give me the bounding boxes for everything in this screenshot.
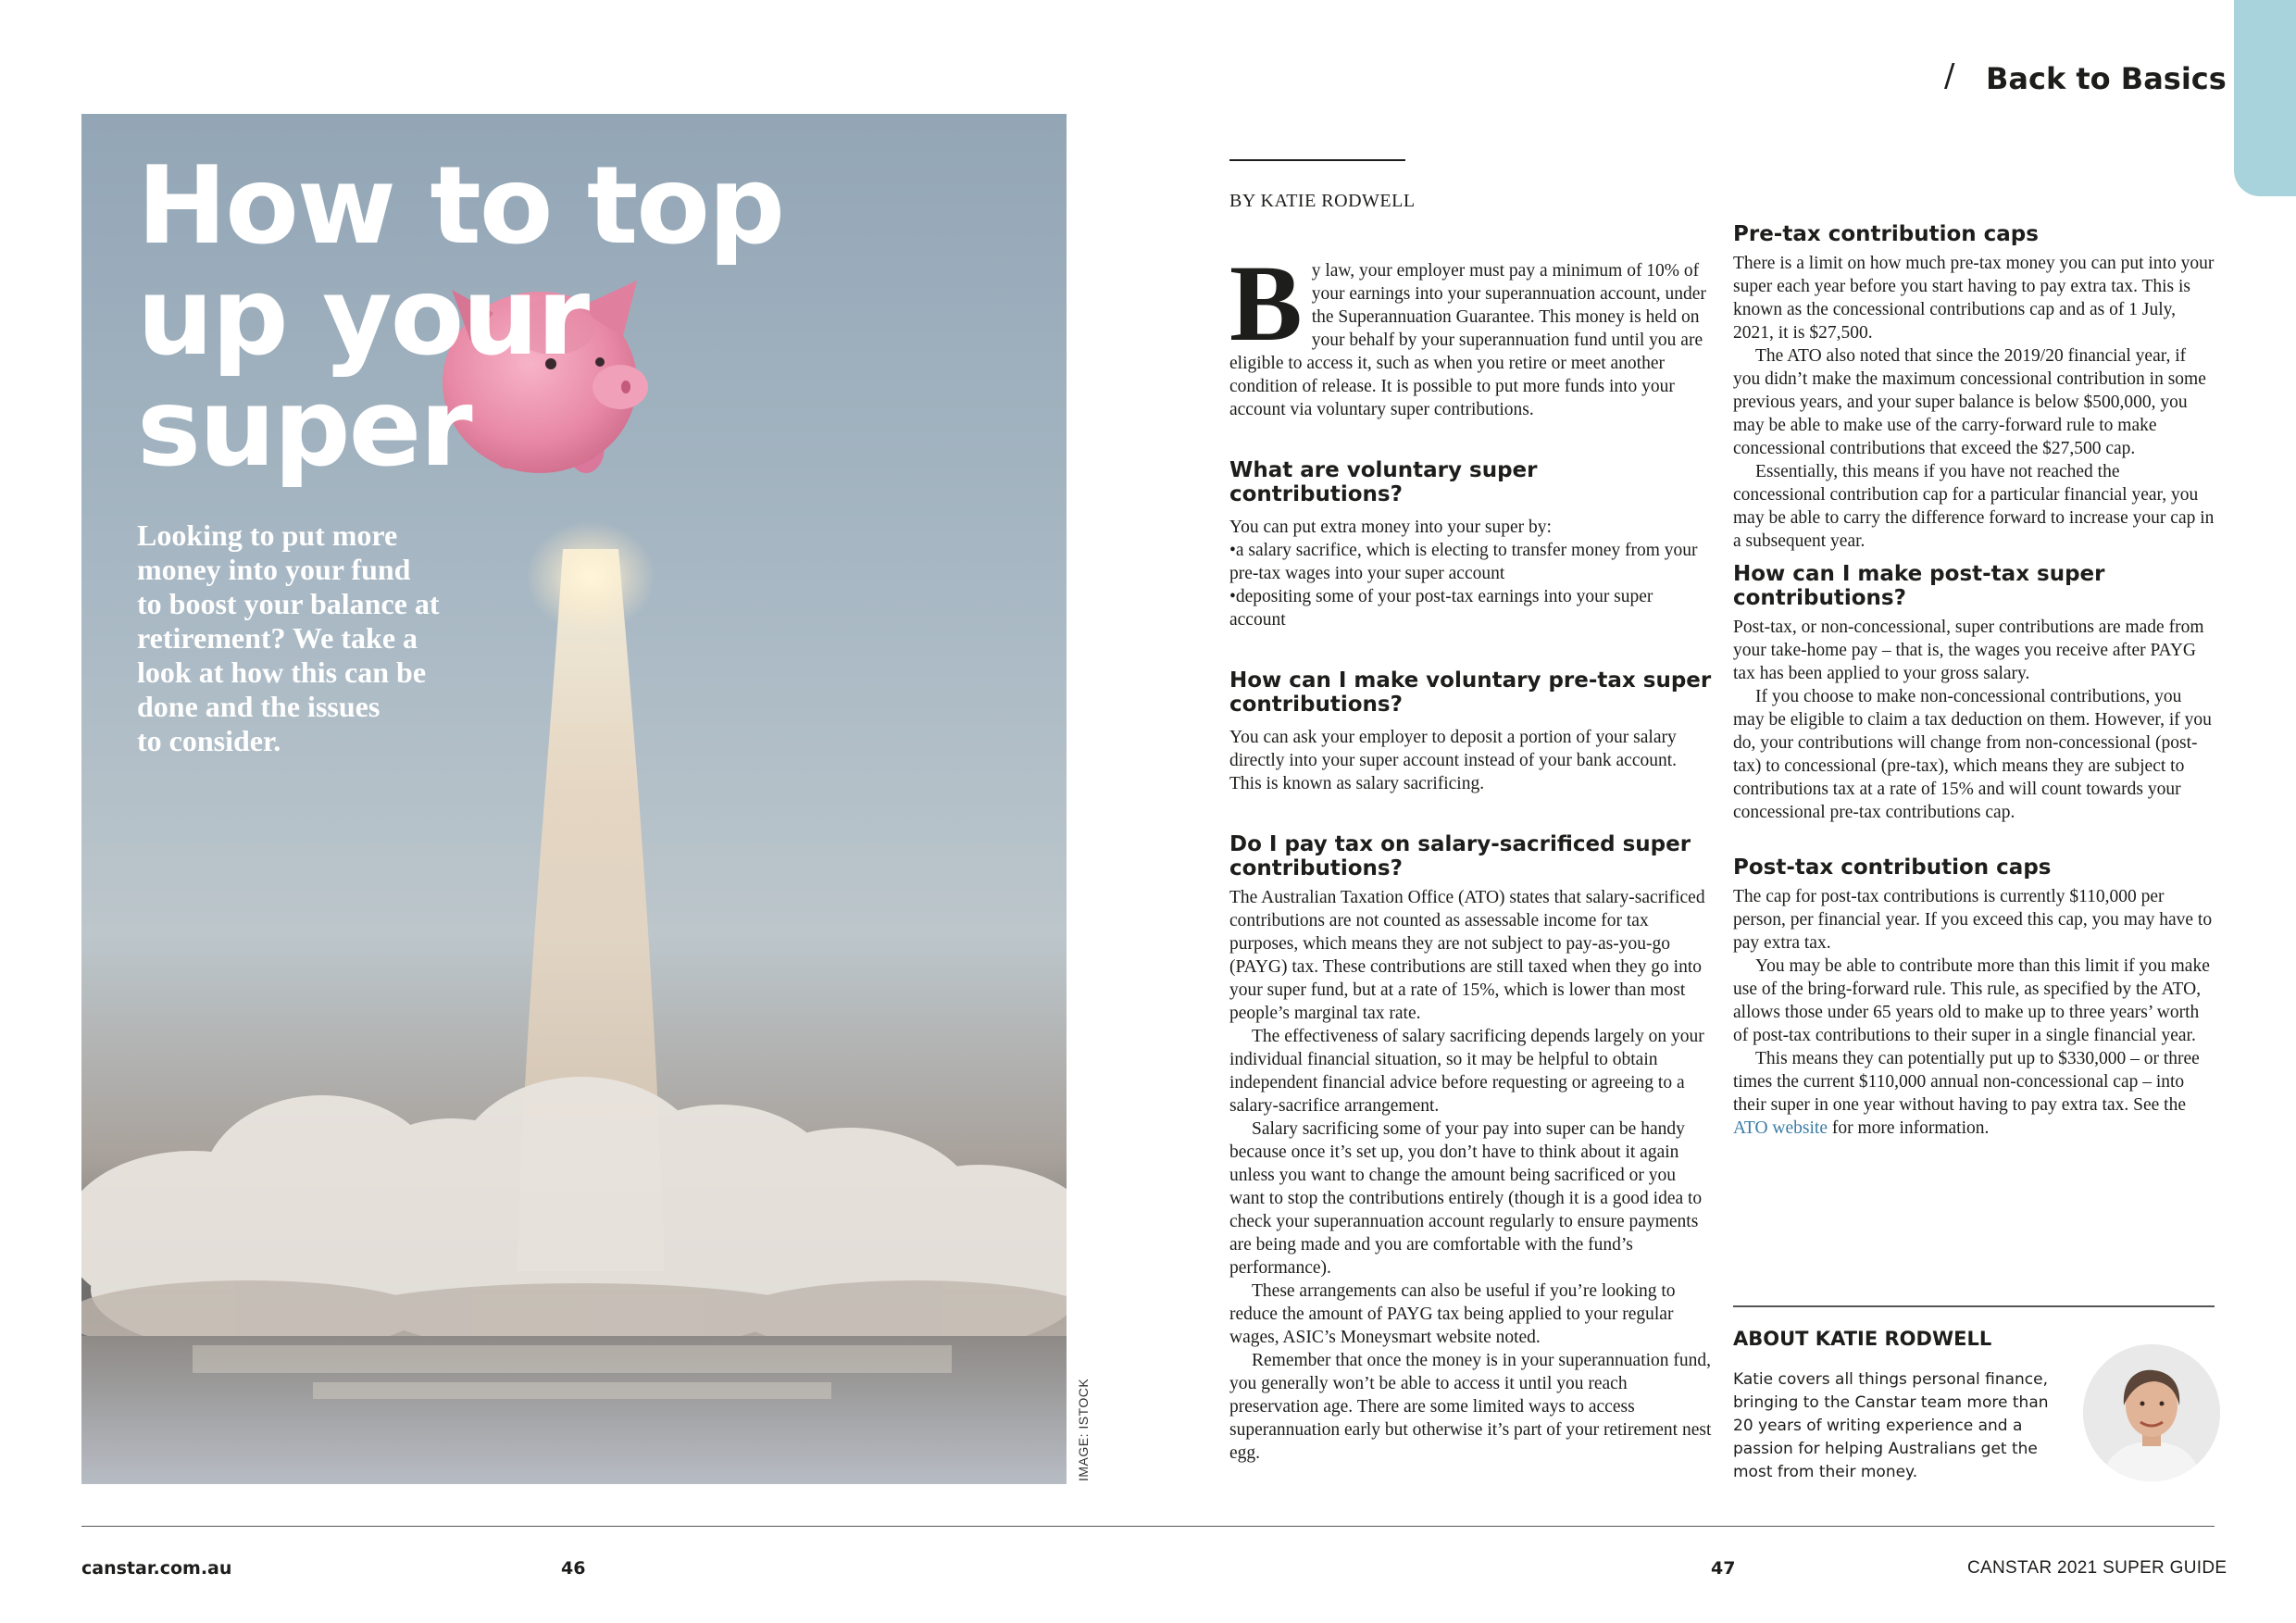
paragraph: Remember that once the money is in your superannuation fund, you generally won’t be able to access it until you reach preservation age. There are some limited ways to access superannuation early but otherwise it’s part of your retirement nest egg. bbox=[1229, 1351, 1712, 1463]
byline-rule bbox=[1229, 159, 1405, 161]
standfirst-line: to boost your balance at bbox=[137, 587, 440, 620]
about-line: passion for helping Australians get the bbox=[1733, 1440, 2038, 1458]
ato-website-link[interactable]: ATO website bbox=[1733, 1118, 1828, 1138]
page-number-right: 47 bbox=[1711, 1558, 1736, 1579]
about-line: Katie covers all things personal finance, bbox=[1733, 1370, 2048, 1389]
heading-post-tax: How can I make post-tax super contributions? bbox=[1733, 562, 2105, 610]
section-tab-marker bbox=[2234, 0, 2296, 196]
standfirst-line: done and the issues bbox=[137, 690, 381, 723]
paragraph: Post-tax, or non-concessional, super contributions are made from your take-home pay – that is, the wages you receive after PAYG tax has been applied to your gross salary. bbox=[1733, 618, 2204, 683]
paragraph: You can put extra money into your super by: bbox=[1229, 518, 1552, 537]
about-divider bbox=[1733, 1305, 2215, 1307]
paragraph-text: This means they can potentially put up to $330,000 – or three times the current $110,000 annual non-concessional cap – into their super in one year without having to pay extra tax. See the bbox=[1733, 1049, 2200, 1115]
heading-pre-tax: How can I make voluntary pre-tax super contributions? bbox=[1229, 668, 1712, 717]
hero-image bbox=[81, 114, 1067, 1484]
paragraph: If you choose to make non-concessional contributions, you may be eligible to claim a tax deduction on them. However, if you do, your contributions will change from non-concessional (post-tax) to concessional (pre-tax), which means they are subject to contributions tax at a rate of 15% and will count towards your concessional pre-tax contributions cap. bbox=[1733, 687, 2212, 822]
about-line: bringing to the Canstar team more than bbox=[1733, 1393, 2049, 1412]
title-line: super bbox=[137, 366, 471, 491]
article-title bbox=[137, 144, 784, 491]
standfirst-line: Looking to put more bbox=[137, 518, 398, 552]
article-column-1 bbox=[1229, 243, 1713, 1465]
footer-site: canstar.com.au bbox=[81, 1558, 232, 1579]
paragraph bbox=[1733, 1047, 2215, 1140]
heading-voluntary: What are voluntary super contributions? bbox=[1229, 458, 1538, 506]
heading-post-tax-caps: Post-tax contribution caps bbox=[1733, 855, 2052, 880]
paragraph: You may be able to contribute more than this limit if you make use of the bring-forward rule. This rule, as specified by the ATO, allows those under 65 years old to make up to three years’ worth of post-tax contributions to their super in a single financial year. bbox=[1733, 956, 2210, 1045]
standfirst-line: retirement? We take a bbox=[137, 621, 418, 655]
section-title: Back to Basics bbox=[1986, 61, 2227, 96]
page-number-left: 46 bbox=[561, 1558, 586, 1579]
heading-tax-salary-sacrificed: Do I pay tax on salary-sacrificed super contributions? bbox=[1229, 832, 1691, 880]
paragraph: The effectiveness of salary sacrificing depends largely on your individual financial situation, so it may be helpful to obtain independent financial advice before requesting or agreeing to a salary-sacrifice arrangement. bbox=[1229, 1027, 1704, 1116]
list-item: • a salary sacrifice, which is electing to transfer money from your pre-tax wages into your super account bbox=[1229, 539, 1713, 585]
footer-publication: CANSTAR 2021 SUPER GUIDE bbox=[1967, 1558, 2227, 1578]
standfirst-line: money into your fund bbox=[137, 553, 411, 586]
author-portrait-icon bbox=[2083, 1344, 2220, 1481]
about-author-heading: ABOUT KATIE RODWELL bbox=[1733, 1328, 1992, 1350]
paragraph: The Australian Taxation Office (ATO) states that salary-sacrificed contributions are not counted as assessable income for tax purposes, which means they are not subject to pay-as-you-go (PAYG) tax. These contributions are still taxed when they go into your super fund, but at a rate of 15%, which is lower than most people’s marginal tax rate. bbox=[1229, 888, 1705, 1023]
footer-rule bbox=[81, 1526, 2215, 1527]
article-column-2 bbox=[1733, 167, 2215, 1140]
about-line: 20 years of writing experience and a bbox=[1733, 1417, 2023, 1435]
about-line: most from their money. bbox=[1733, 1463, 1918, 1481]
paragraph: The ATO also noted that since the 2019/20 financial year, if you didn’t make the maximum concessional contribution in some previous years, and your super balance is below $500,000, you may be able to make use of the carry-forward rule to make concessional contributions that exceed the $27,500 cap. bbox=[1733, 346, 2206, 458]
paragraph: Essentially, this means if you have not reached the concessional contribution cap for a particular financial year, you may be able to carry the difference forward to increase your cap in a subsequent year. bbox=[1733, 462, 2215, 551]
article-standfirst bbox=[137, 518, 526, 758]
paragraph: There is a limit on how much pre-tax money you can put into your super each year before you start having to pay extra tax. This is known as the concessional contributions cap and as of 1 July, 2021, it is $27,500. bbox=[1733, 254, 2215, 343]
bullet-list bbox=[1229, 539, 1713, 631]
heading-pre-tax-caps: Pre-tax contribution caps bbox=[1733, 222, 2039, 246]
paragraph: Salary sacrificing some of your pay into super can be handy because once it’s set up, you don’t have to think about it again unless you want to change the amount being sacrificed or you want to stop the contributions entirely (though it is a good idea to check your superannuation account regularly to ensure payments are being made and you are comfortable with the fund’s performance). bbox=[1229, 1119, 1703, 1278]
standfirst-line: to consider. bbox=[137, 724, 281, 757]
byline: BY KATIE RODWELL bbox=[1229, 191, 1416, 211]
paragraph-text: for more information. bbox=[1828, 1118, 1990, 1138]
paragraph: These arrangements can also be useful if you’re looking to reduce the amount of PAYG tax being applied to your regular wages, ASIC’s Moneysmart website noted. bbox=[1229, 1281, 1676, 1347]
title-line: How to top bbox=[137, 144, 784, 268]
list-item: • depositing some of your post-tax earnings into your super account bbox=[1229, 585, 1713, 631]
standfirst-line: look at how this can be bbox=[137, 655, 427, 689]
title-line: up your bbox=[137, 255, 589, 380]
section-slash: / bbox=[1944, 57, 1955, 94]
drop-cap: B bbox=[1229, 243, 1303, 364]
about-author-text bbox=[1733, 1368, 2057, 1484]
paragraph: The cap for post-tax contributions is currently $110,000 per person, per financial year. If you exceed this cap, you may have to pay extra tax. bbox=[1733, 887, 2213, 953]
intro-text: y law, your employer must pay a minimum of 10% of your earnings into your superannuation account, under the Superannuation Guarantee. This money is held on your behalf by your superannuation fund until you are eligible to access it, such as when you retire or meet another condition of release. It is possible to put more funds into your account via voluntary super contributions. bbox=[1229, 261, 1706, 419]
intro-paragraph bbox=[1229, 243, 1713, 421]
image-credit: IMAGE: ISTOCK bbox=[1076, 1378, 1091, 1481]
paragraph: You can ask your employer to deposit a portion of your salary directly into your super account instead of your bank account. This is known as salary sacrificing. bbox=[1229, 728, 1678, 793]
author-avatar bbox=[2083, 1344, 2220, 1481]
